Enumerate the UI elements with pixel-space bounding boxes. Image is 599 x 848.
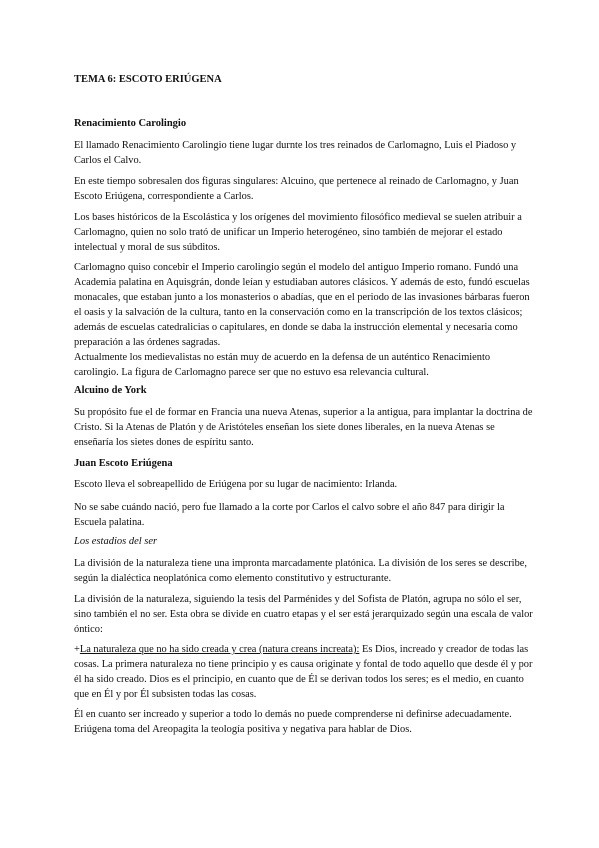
paragraph: La división de la naturaleza tiene una impronta marcadamente platónica. La división de los seres se describe, según la dialéctica neoplatónica como elemento constitutivo y estructurante. — [74, 558, 527, 584]
heading-renacimiento: Renacimiento Carolingio — [74, 118, 187, 129]
paragraph-rest: Es Dios, increado y creador de todas las cosas. La primera naturaleza no tiene principio y es causa originate y fontal de todo aquello que desde él y por él ha sido creado. Dios es el principio, en cuanto que de Él se derivan todos los seres; es el medio, en cuanto que en Él y por Él subsisten todas las cosas. — [74, 644, 533, 700]
paragraph: Escoto lleva el sobreapellido de Eriúgena por su lugar de nacimiento: Irlanda. — [74, 479, 398, 490]
paragraph: Él en cuanto ser increado y superior a todo lo demás no puede comprenderse ni definirse adecuadamente. Eriúgena toma del Areopagita la teología positiva y negativa para hablar de Dios. — [74, 709, 512, 735]
underlined-term: La naturaleza que no ha sido creada y crea (natura creans increata): — [79, 644, 360, 655]
heading-estadios: Los estadios del ser — [74, 536, 158, 547]
paragraph: En este tiempo sobresalen dos figuras singulares: Alcuino, que pertenece al reinado de Carlomagno, y Juan Escoto Eriúgena, correspondiente a Carlos. — [74, 176, 519, 202]
paragraph: Actualmente los medievalistas no están muy de acuerdo en la defensa de un auténtico Renacimiento carolingio. La figura de Carlomagno parece ser que no estuvo esa relevancia cultural. — [74, 352, 491, 378]
paragraph: Los bases históricos de la Escolástica y los orígenes del movimiento filosófico medieval se suelen atribuir a Carlomagno, quien no solo trató de unificar un Imperio heterogéneo, sino también de mejorar el estado intelectual y moral de sus súbditos. — [74, 212, 522, 253]
heading-escoto: Juan Escoto Eriúgena — [74, 458, 173, 469]
paragraph: Carlomagno quiso concebir el Imperio carolingio según el modelo del antiguo Imperio romano. Fundó una Academia palatina en Aquisgrán, donde leían y estudiaban autores clásicos. Y además de esto, fundó escuelas monacales, que estaban junto a los monasterios o abadías, que en el periodo de las invasiones bárbaras fueron el oasis y la salvación de la cultura, tanto en la conservación como en la transcripción de los textos clásicos; además de escuelas catedralicias o capitulares, en donde se daba la instrucción elemental y necesaria como preparación a las órdenes sagradas. — [74, 262, 530, 348]
document-title: TEMA 6: ESCOTO ERIÚGENA — [74, 74, 222, 85]
paragraph: No se sabe cuándo nació, pero fue llamado a la corte por Carlos el calvo sobre el año 847 para dirigir la Escuela palatina. — [74, 502, 505, 528]
paragraph — [74, 642, 534, 702]
paragraph: La división de la naturaleza, siguiendo la tesis del Parménides y del Sofista de Platón, agrupa no sólo el ser, sino también el no ser. Esta obra se divide en cuatro etapas y el ser está jerarquizado según una escala de valor óntico: — [74, 594, 533, 635]
paragraph: El llamado Renacimiento Carolingio tiene lugar durnte los tres reinados de Carlomagno, Luis el Piadoso y Carlos el Calvo. — [74, 140, 517, 166]
bullet-prefix: + — [74, 644, 80, 655]
heading-alcuino: Alcuino de York — [74, 385, 147, 396]
paragraph: Su propósito fue el de formar en Francia una nueva Atenas, superior a la antigua, para implantar la doctrina de Cristo. Si la Atenas de Platón y de Aristóteles enseñan los siete dones liberales, en la nueva Atenas se enseñaría los sietes dones de espíritu santo. — [74, 407, 533, 448]
